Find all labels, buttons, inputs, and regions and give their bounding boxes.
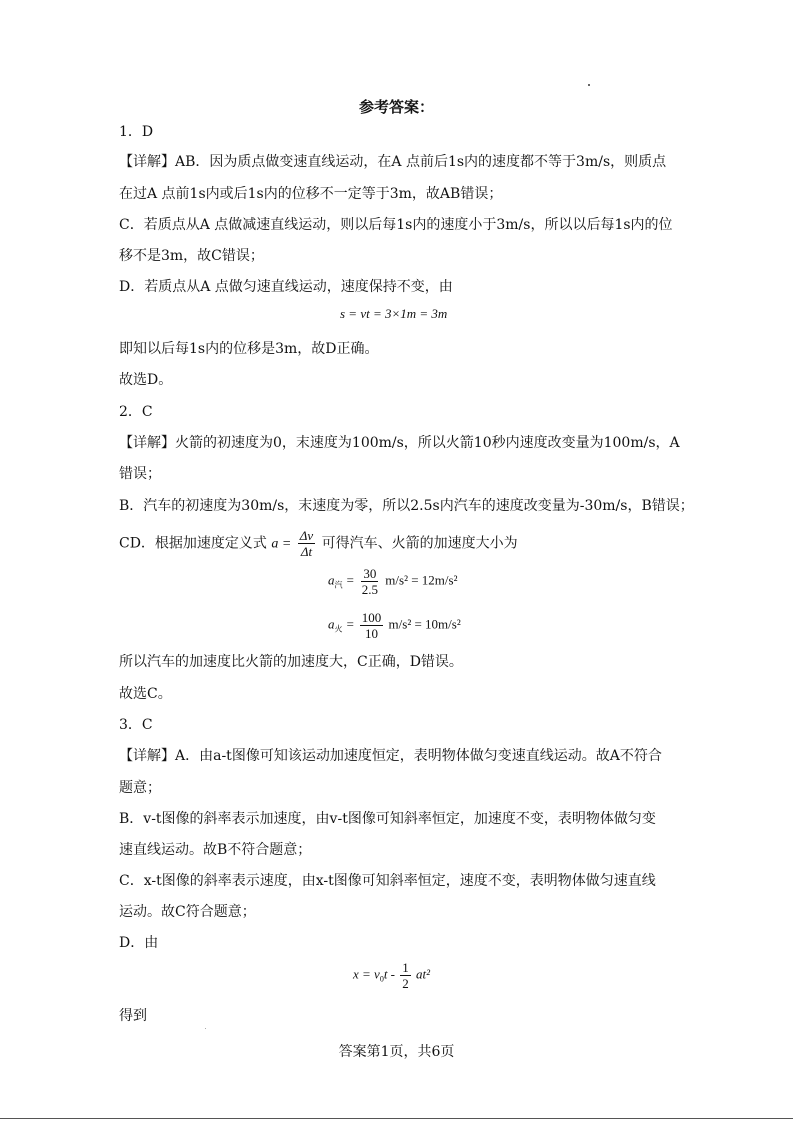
accel-definition-fraction bbox=[298, 528, 315, 559]
speck-mark-2 bbox=[205, 1028, 206, 1029]
q2-line-3: B．汽车的初速度为30m/s，末速度为零，所以2.5s内汽车的速度改变量为-30m/s，B错误； bbox=[119, 498, 694, 514]
q1-equation: s = vt = 3×1m = 3m bbox=[340, 306, 448, 321]
q1-line-5: D．若质点从A 点做匀速直线运动，速度保持不变，由 bbox=[119, 279, 453, 295]
displacement-middle: t - bbox=[383, 966, 396, 982]
q1-line-7: 故选D。 bbox=[119, 372, 173, 388]
delta-v: Δv bbox=[299, 528, 314, 543]
q3-line-5: C．x-t图像的斜率表示速度，由x-t图像可知斜率恒定，速度不变，表明物体做匀速直线 bbox=[119, 873, 656, 889]
car-accel-numerator: 30 bbox=[363, 566, 377, 581]
q3-line-1: 【详解】A．由a-t图像可知该运动加速度恒定，表明物体做匀变速直线运动。故A不符合 bbox=[119, 748, 662, 764]
q3-line-8: 得到 bbox=[119, 1008, 147, 1024]
car-accel-denominator: 2.5 bbox=[361, 582, 379, 597]
half-denominator: 2 bbox=[402, 976, 409, 991]
car-accel-result: m/s² = 12m/s² bbox=[385, 572, 458, 588]
speck-mark bbox=[588, 84, 590, 86]
q3-number: 3．C bbox=[119, 717, 153, 733]
displacement-rhs: at² bbox=[416, 966, 431, 982]
half-fraction bbox=[400, 960, 411, 991]
q2-line-4 bbox=[119, 528, 518, 559]
q2-line-6: 故选C。 bbox=[119, 686, 172, 702]
q3-line-2: 题意； bbox=[119, 780, 161, 796]
page-title: 参考答案： bbox=[358, 98, 434, 116]
q2-line-5: 所以汽车的加速度比火箭的加速度大，C正确，D错误。 bbox=[119, 654, 463, 670]
rocket-accel-equation: $a_火$ = $\frac{100}{10}$ m/s² = 10m/s² bbox=[328, 610, 461, 641]
q1-line-2: 在过A 点前1s内或后1s内的位移不一定等于3m，故AB错误； bbox=[119, 186, 503, 202]
rocket-accel-result: m/s² = 10m/s² bbox=[388, 616, 461, 632]
displacement-lhs: x = v bbox=[353, 966, 380, 982]
accel-definition-lhs: a = bbox=[271, 536, 292, 552]
q2-line-1: 【详解】火箭的初速度为0，末速度为100m/s，所以火箭10秒内速度改变量为100m/s，A bbox=[119, 435, 680, 451]
rocket-accel-symbol: a bbox=[328, 616, 335, 632]
car-accel-equation: $a_汽$ = $\frac{30}{2.5}$ m/s² = 12m/s² bbox=[328, 566, 458, 597]
q3-line-3: B．v-t图像的斜率表示加速度，由v-t图像可知斜率恒定，加速度不变，表明物体做匀变 bbox=[119, 811, 656, 827]
q2-number: 2．C bbox=[119, 404, 153, 420]
q2-line-4-text-a: CD．根据加速度定义式 bbox=[119, 535, 267, 552]
initial-velocity-subscript: 0 bbox=[379, 974, 384, 984]
rocket-accel-denominator: 10 bbox=[365, 626, 379, 641]
q1-line-1: 【详解】AB．因为质点做变速直线运动，在A 点前后1s内的速度都不等于3m/s，则质点 bbox=[119, 154, 667, 170]
q3-line-6: 运动。故C符合题意； bbox=[119, 904, 256, 920]
q2-line-4-text-b: 可得汽车、火箭的加速度大小为 bbox=[321, 535, 518, 552]
delta-t: Δt bbox=[300, 544, 313, 559]
displacement-equation bbox=[353, 960, 430, 991]
q1-number: 1．D bbox=[119, 124, 154, 140]
bottom-rule bbox=[0, 1118, 793, 1119]
q2-line-2: 错误； bbox=[119, 466, 161, 482]
rocket-accel-subscript: 火 bbox=[334, 624, 343, 634]
q1-line-6: 即知以后每1s内的位移是3m，故D正确。 bbox=[119, 341, 379, 357]
q3-line-4: 速直线运动。故B不符合题意； bbox=[119, 842, 312, 858]
q1-line-4: 移不是3m，故C错误； bbox=[119, 248, 264, 264]
rocket-accel-fraction bbox=[360, 610, 384, 641]
page-footer: 答案第1页，共6页 bbox=[338, 1044, 455, 1060]
car-accel-subscript: 汽 bbox=[334, 580, 343, 590]
half-numerator: 1 bbox=[402, 960, 409, 975]
rocket-accel-numerator: 100 bbox=[361, 610, 382, 625]
q1-line-3: C．若质点从A 点做减速直线运动，则以后每1s内的速度小于3m/s，所以以后每1s内的位 bbox=[119, 217, 673, 233]
car-accel-fraction bbox=[360, 566, 380, 597]
car-accel-symbol: a bbox=[328, 572, 335, 588]
q3-line-7: D．由 bbox=[119, 935, 159, 951]
